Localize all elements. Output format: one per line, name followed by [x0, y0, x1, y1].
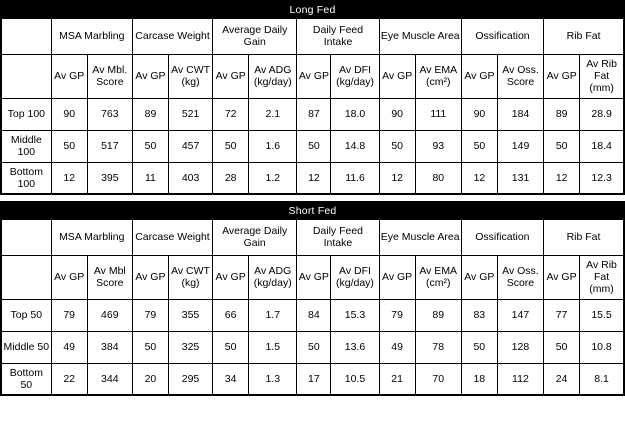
cell-dfi-gp: 87: [297, 98, 331, 130]
cell-dfi-value: 11.6: [331, 162, 379, 194]
cell-dfi-value: 18.0: [331, 98, 379, 130]
cell-oss-gp: 12: [461, 162, 497, 194]
cell-dfi-gp: 50: [297, 331, 331, 363]
sub-header-adg-value: Av ADG (kg/day): [249, 54, 297, 98]
group-header-carcase-weight: Carcase Weight: [132, 18, 212, 54]
sub-header-ribfat-gp: Av GP: [543, 255, 579, 299]
cell-ema-gp: 12: [379, 162, 415, 194]
cell-marbling-score: 517: [87, 130, 132, 162]
section-title-long-fed: Long Fed: [1, 1, 624, 18]
cell-ema-gp: 79: [379, 299, 415, 331]
cell-adg-value: 1.2: [249, 162, 297, 194]
sub-header-cwt-value: Av CWT (kg): [169, 54, 213, 98]
cell-cwt-value: 295: [168, 363, 212, 395]
row-label: Bottom 100: [1, 162, 51, 194]
sub-header-ribfat-value: Av Rib Fat (mm): [580, 54, 624, 98]
sub-header-dfi-value: Av DFI (kg/day): [331, 255, 379, 299]
cell-cwt-value: 457: [169, 130, 213, 162]
table-row: [1, 130, 624, 162]
cell-marbling-gp: 49: [51, 331, 87, 363]
sub-header-oss-value: Av Oss. Score: [497, 54, 543, 98]
cell-cwt-gp: 11: [132, 162, 168, 194]
corner-cell: [1, 219, 51, 255]
sub-header-rowlabel: [1, 54, 51, 98]
sub-header-cwt-gp: Av GP: [132, 255, 168, 299]
cell-ribfat-gp: 50: [543, 331, 579, 363]
cell-oss-value: 184: [497, 98, 543, 130]
cell-oss-gp: 90: [461, 98, 497, 130]
cell-adg-gp: 28: [213, 162, 249, 194]
sub-header-oss-gp: Av GP: [461, 54, 497, 98]
sub-header-adg-gp: Av GP: [213, 54, 249, 98]
cell-ema-value: 70: [415, 363, 461, 395]
cell-marbling-gp: 79: [51, 299, 87, 331]
cell-cwt-value: 355: [168, 299, 212, 331]
sub-header-ribfat-value: Av Rib Fat (mm): [580, 255, 624, 299]
group-header-average-daily-gain: Average Daily Gain: [213, 219, 297, 255]
sub-header-rowlabel: [1, 255, 51, 299]
cell-dfi-gp: 84: [297, 299, 331, 331]
cell-marbling-score: 344: [87, 363, 132, 395]
row-label: Middle 50: [1, 331, 51, 363]
cell-dfi-value: 10.5: [331, 363, 379, 395]
cell-adg-value: 1.6: [249, 130, 297, 162]
table-row: [1, 98, 624, 130]
cell-adg-value: 1.5: [249, 331, 297, 363]
cell-dfi-gp: 17: [297, 363, 331, 395]
cell-dfi-value: 14.8: [331, 130, 379, 162]
cell-ribfat-value: 28.9: [580, 98, 624, 130]
cell-cwt-value: 521: [169, 98, 213, 130]
cell-ema-value: 93: [415, 130, 461, 162]
cell-dfi-gp: 12: [297, 162, 331, 194]
cell-adg-value: 1.7: [249, 299, 297, 331]
sub-header-cwt-value: Av CWT (kg): [168, 255, 212, 299]
group-header-average-daily-gain: Average Daily Gain: [213, 18, 297, 54]
cell-dfi-value: 13.6: [331, 331, 379, 363]
sub-header-ema-value: Av EMA (cm²): [415, 255, 461, 299]
cell-ema-gp: 49: [379, 331, 415, 363]
cell-oss-gp: 83: [461, 299, 497, 331]
cell-ribfat-gp: 12: [544, 162, 580, 194]
sub-header-dfi-value: Av DFI (kg/day): [331, 54, 379, 98]
row-label: Bottom 50: [1, 363, 51, 395]
row-label: Top 100: [1, 98, 51, 130]
section-title-short-fed: Short Fed: [1, 202, 624, 219]
row-label: Middle 100: [1, 130, 51, 162]
sub-header-dfi-gp: Av GP: [297, 54, 331, 98]
cell-marbling-gp: 12: [51, 162, 87, 194]
cell-ema-gp: 50: [379, 130, 415, 162]
cell-ribfat-value: 8.1: [580, 363, 624, 395]
cell-ema-value: 80: [415, 162, 461, 194]
cell-adg-gp: 66: [213, 299, 249, 331]
cell-marbling-score: 763: [87, 98, 132, 130]
cell-adg-gp: 50: [213, 331, 249, 363]
cell-ribfat-value: 12.3: [580, 162, 624, 194]
sub-header-marbling-score: Av Mbl Score: [87, 255, 132, 299]
group-header-eye-muscle-area: Eye Muscle Area: [379, 219, 461, 255]
group-header-daily-feed-intake: Daily Feed Intake: [297, 219, 379, 255]
table-row: [1, 299, 624, 331]
cell-cwt-value: 325: [168, 331, 212, 363]
cell-ribfat-gp: 89: [544, 98, 580, 130]
group-header-row-short-fed: [1, 219, 624, 255]
cell-marbling-gp: 90: [51, 98, 87, 130]
section-title-row-short-fed: [1, 202, 624, 219]
cell-adg-gp: 34: [213, 363, 249, 395]
sub-header-oss-value: Av Oss. Score: [497, 255, 543, 299]
table-short-fed: [0, 201, 625, 396]
group-header-row-long-fed: [1, 18, 624, 54]
table-long-fed: [0, 0, 625, 195]
table-row: [1, 331, 624, 363]
cell-adg-gp: 50: [213, 130, 249, 162]
cell-oss-gp: 50: [461, 331, 497, 363]
cell-ema-gp: 90: [379, 98, 415, 130]
group-header-msa-marbling: MSA Marbling: [51, 18, 132, 54]
row-label: Top 50: [1, 299, 51, 331]
cell-oss-value: 149: [497, 130, 543, 162]
sub-header-ema-value: Av EMA (cm²): [415, 54, 461, 98]
cell-oss-gp: 50: [461, 130, 497, 162]
cell-dfi-value: 15.3: [331, 299, 379, 331]
cell-cwt-gp: 50: [132, 331, 168, 363]
cell-oss-value: 128: [497, 331, 543, 363]
sub-header-adg-gp: Av GP: [213, 255, 249, 299]
sub-header-adg-value: Av ADG (kg/day): [249, 255, 297, 299]
group-header-daily-feed-intake: Daily Feed Intake: [297, 18, 379, 54]
cell-marbling-score: 395: [87, 162, 132, 194]
table-row: [1, 162, 624, 194]
cell-cwt-gp: 79: [132, 299, 168, 331]
cell-ema-value: 78: [415, 331, 461, 363]
sub-header-marbling-gp: Av GP: [51, 54, 87, 98]
group-header-ossification: Ossification: [461, 219, 543, 255]
cell-dfi-gp: 50: [297, 130, 331, 162]
sub-header-ema-gp: Av GP: [379, 255, 415, 299]
cell-cwt-gp: 89: [132, 98, 168, 130]
sub-header-dfi-gp: Av GP: [297, 255, 331, 299]
sub-header-oss-gp: Av GP: [461, 255, 497, 299]
cell-ema-gp: 21: [379, 363, 415, 395]
corner-cell: [1, 18, 51, 54]
sub-header-ribfat-gp: Av GP: [544, 54, 580, 98]
cell-ema-value: 89: [415, 299, 461, 331]
cell-marbling-score: 469: [87, 299, 132, 331]
cell-ribfat-value: 15.5: [580, 299, 624, 331]
cell-oss-gp: 18: [461, 363, 497, 395]
section-title-row-long-fed: [1, 1, 624, 18]
cell-oss-value: 147: [497, 299, 543, 331]
cell-cwt-gp: 20: [132, 363, 168, 395]
cell-ribfat-gp: 77: [543, 299, 579, 331]
group-header-rib-fat: Rib Fat: [544, 18, 624, 54]
sub-header-ema-gp: Av GP: [379, 54, 415, 98]
sub-header-marbling-score: Av Mbl. Score: [87, 54, 132, 98]
cell-oss-value: 131: [497, 162, 543, 194]
cell-adg-value: 2.1: [249, 98, 297, 130]
cell-adg-gp: 72: [213, 98, 249, 130]
sub-header-cwt-gp: Av GP: [132, 54, 168, 98]
cell-ribfat-gp: 50: [544, 130, 580, 162]
group-header-eye-muscle-area: Eye Muscle Area: [379, 18, 461, 54]
cell-marbling-gp: 22: [51, 363, 87, 395]
group-header-carcase-weight: Carcase Weight: [132, 219, 212, 255]
group-header-ossification: Ossification: [461, 18, 543, 54]
cell-oss-value: 112: [497, 363, 543, 395]
cell-adg-value: 1.3: [249, 363, 297, 395]
cell-marbling-score: 384: [87, 331, 132, 363]
sub-header-row-long-fed: [1, 54, 624, 98]
cell-cwt-gp: 50: [132, 130, 168, 162]
cell-marbling-gp: 50: [51, 130, 87, 162]
sub-header-marbling-gp: Av GP: [51, 255, 87, 299]
cell-cwt-value: 403: [169, 162, 213, 194]
table-row: [1, 363, 624, 395]
group-header-msa-marbling: MSA Marbling: [51, 219, 132, 255]
cell-ribfat-value: 18.4: [580, 130, 624, 162]
cell-ema-value: 111: [415, 98, 461, 130]
group-header-rib-fat: Rib Fat: [543, 219, 624, 255]
cell-ribfat-value: 10.8: [580, 331, 624, 363]
cell-ribfat-gp: 24: [543, 363, 579, 395]
sub-header-row-short-fed: [1, 255, 624, 299]
